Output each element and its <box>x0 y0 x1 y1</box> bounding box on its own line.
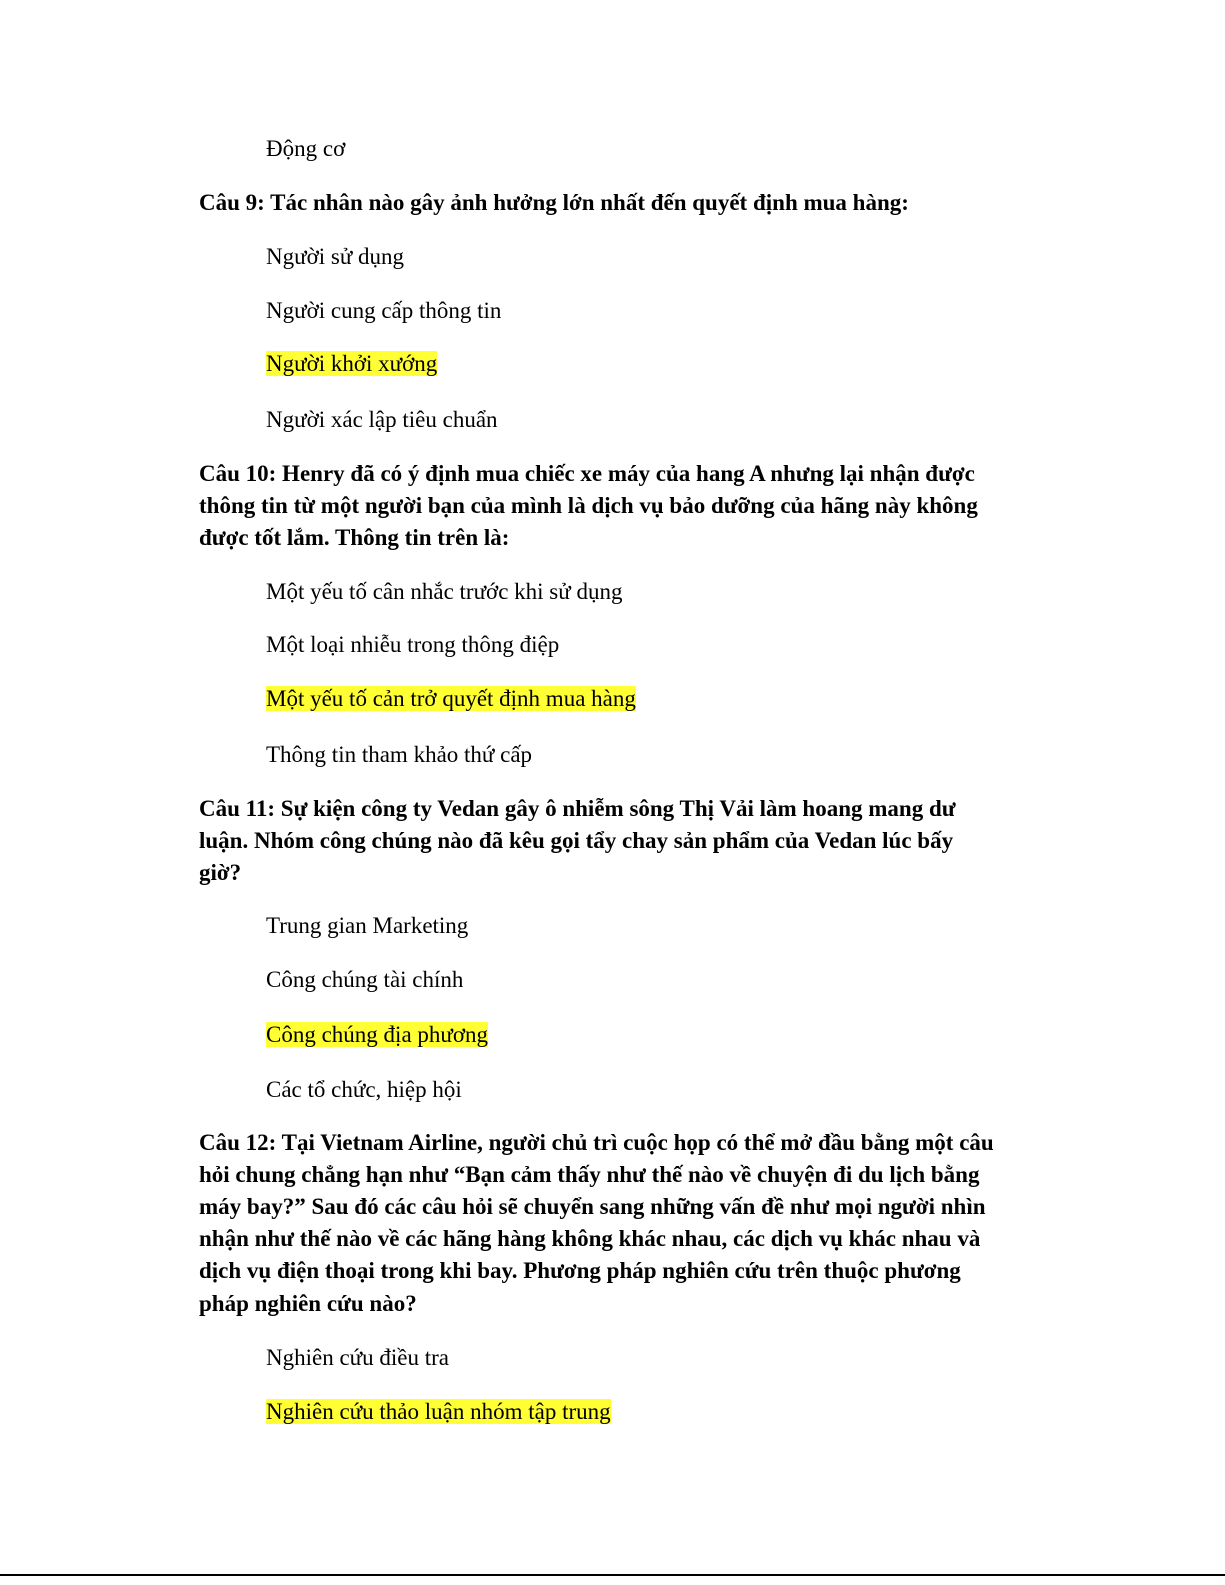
question-12-text: hỏi chung chẳng hạn như “Bạn cảm thấy như thế nào về chuyện đi du lịch bằng <box>199 1162 980 1187</box>
answer-option: Một loại nhiễu trong thông điệp <box>266 632 560 657</box>
question-12-text: Câu 12: Tại Vietnam Airline, người chủ trì cuộc họp có thể mở đầu bằng một câu <box>199 1130 994 1155</box>
answer-option: Người sử dụng <box>266 244 405 269</box>
highlighted-answer: Công chúng địa phương <box>266 1022 489 1047</box>
question-9-text: Câu 9: Tác nhân nào gây ảnh hưởng lớn nhất đến quyết định mua hàng: <box>199 190 909 215</box>
answer-option: Người cung cấp thông tin <box>266 298 502 323</box>
question-10-text: thông tin từ một người bạn của mình là dịch vụ bảo dưỡng của hãng này không <box>199 493 978 518</box>
answer-option: Nghiên cứu điều tra <box>266 1345 449 1370</box>
answer-option: Các tổ chức, hiệp hội <box>266 1077 462 1102</box>
question-10-text: Câu 10: Henry đã có ý định mua chiếc xe máy của hang A nhưng lại nhận được <box>199 461 975 486</box>
answer-option: Công chúng tài chính <box>266 967 464 992</box>
page-bottom-rule <box>0 1574 1225 1576</box>
question-12-text: nhận như thế nào về các hãng hàng không khác nhau, các dịch vụ khác nhau và <box>199 1226 981 1251</box>
highlighted-answer: Một yếu tố cản trở quyết định mua hàng <box>266 686 636 711</box>
highlighted-answer: Người khởi xướng <box>266 351 438 376</box>
answer-option: Thông tin tham khảo thứ cấp <box>266 742 533 767</box>
answer-option: Người xác lập tiêu chuẩn <box>266 407 498 432</box>
question-12-text: dịch vụ điện thoại trong khi bay. Phương pháp nghiên cứu trên thuộc phương <box>199 1258 961 1283</box>
question-11-text: luận. Nhóm công chúng nào đã kêu gọi tẩy chay sản phẩm của Vedan lúc bấy <box>199 828 954 853</box>
question-11-text: giờ? <box>199 860 242 885</box>
question-11-text: Câu 11: Sự kiện công ty Vedan gây ô nhiễm sông Thị Vải làm hoang mang dư <box>199 796 956 821</box>
answer-option: Trung gian Marketing <box>266 913 469 938</box>
question-12-text: pháp nghiên cứu nào? <box>199 1291 417 1316</box>
question-12-text: máy bay?” Sau đó các câu hỏi sẽ chuyển sang những vấn đề như mọi người nhìn <box>199 1194 986 1219</box>
answer-option: Động cơ <box>266 136 346 161</box>
question-10-text: được tốt lắm. Thông tin trên là: <box>199 525 510 550</box>
highlighted-answer: Nghiên cứu thảo luận nhóm tập trung <box>266 1399 611 1424</box>
answer-option: Một yếu tố cân nhắc trước khi sử dụng <box>266 579 623 604</box>
